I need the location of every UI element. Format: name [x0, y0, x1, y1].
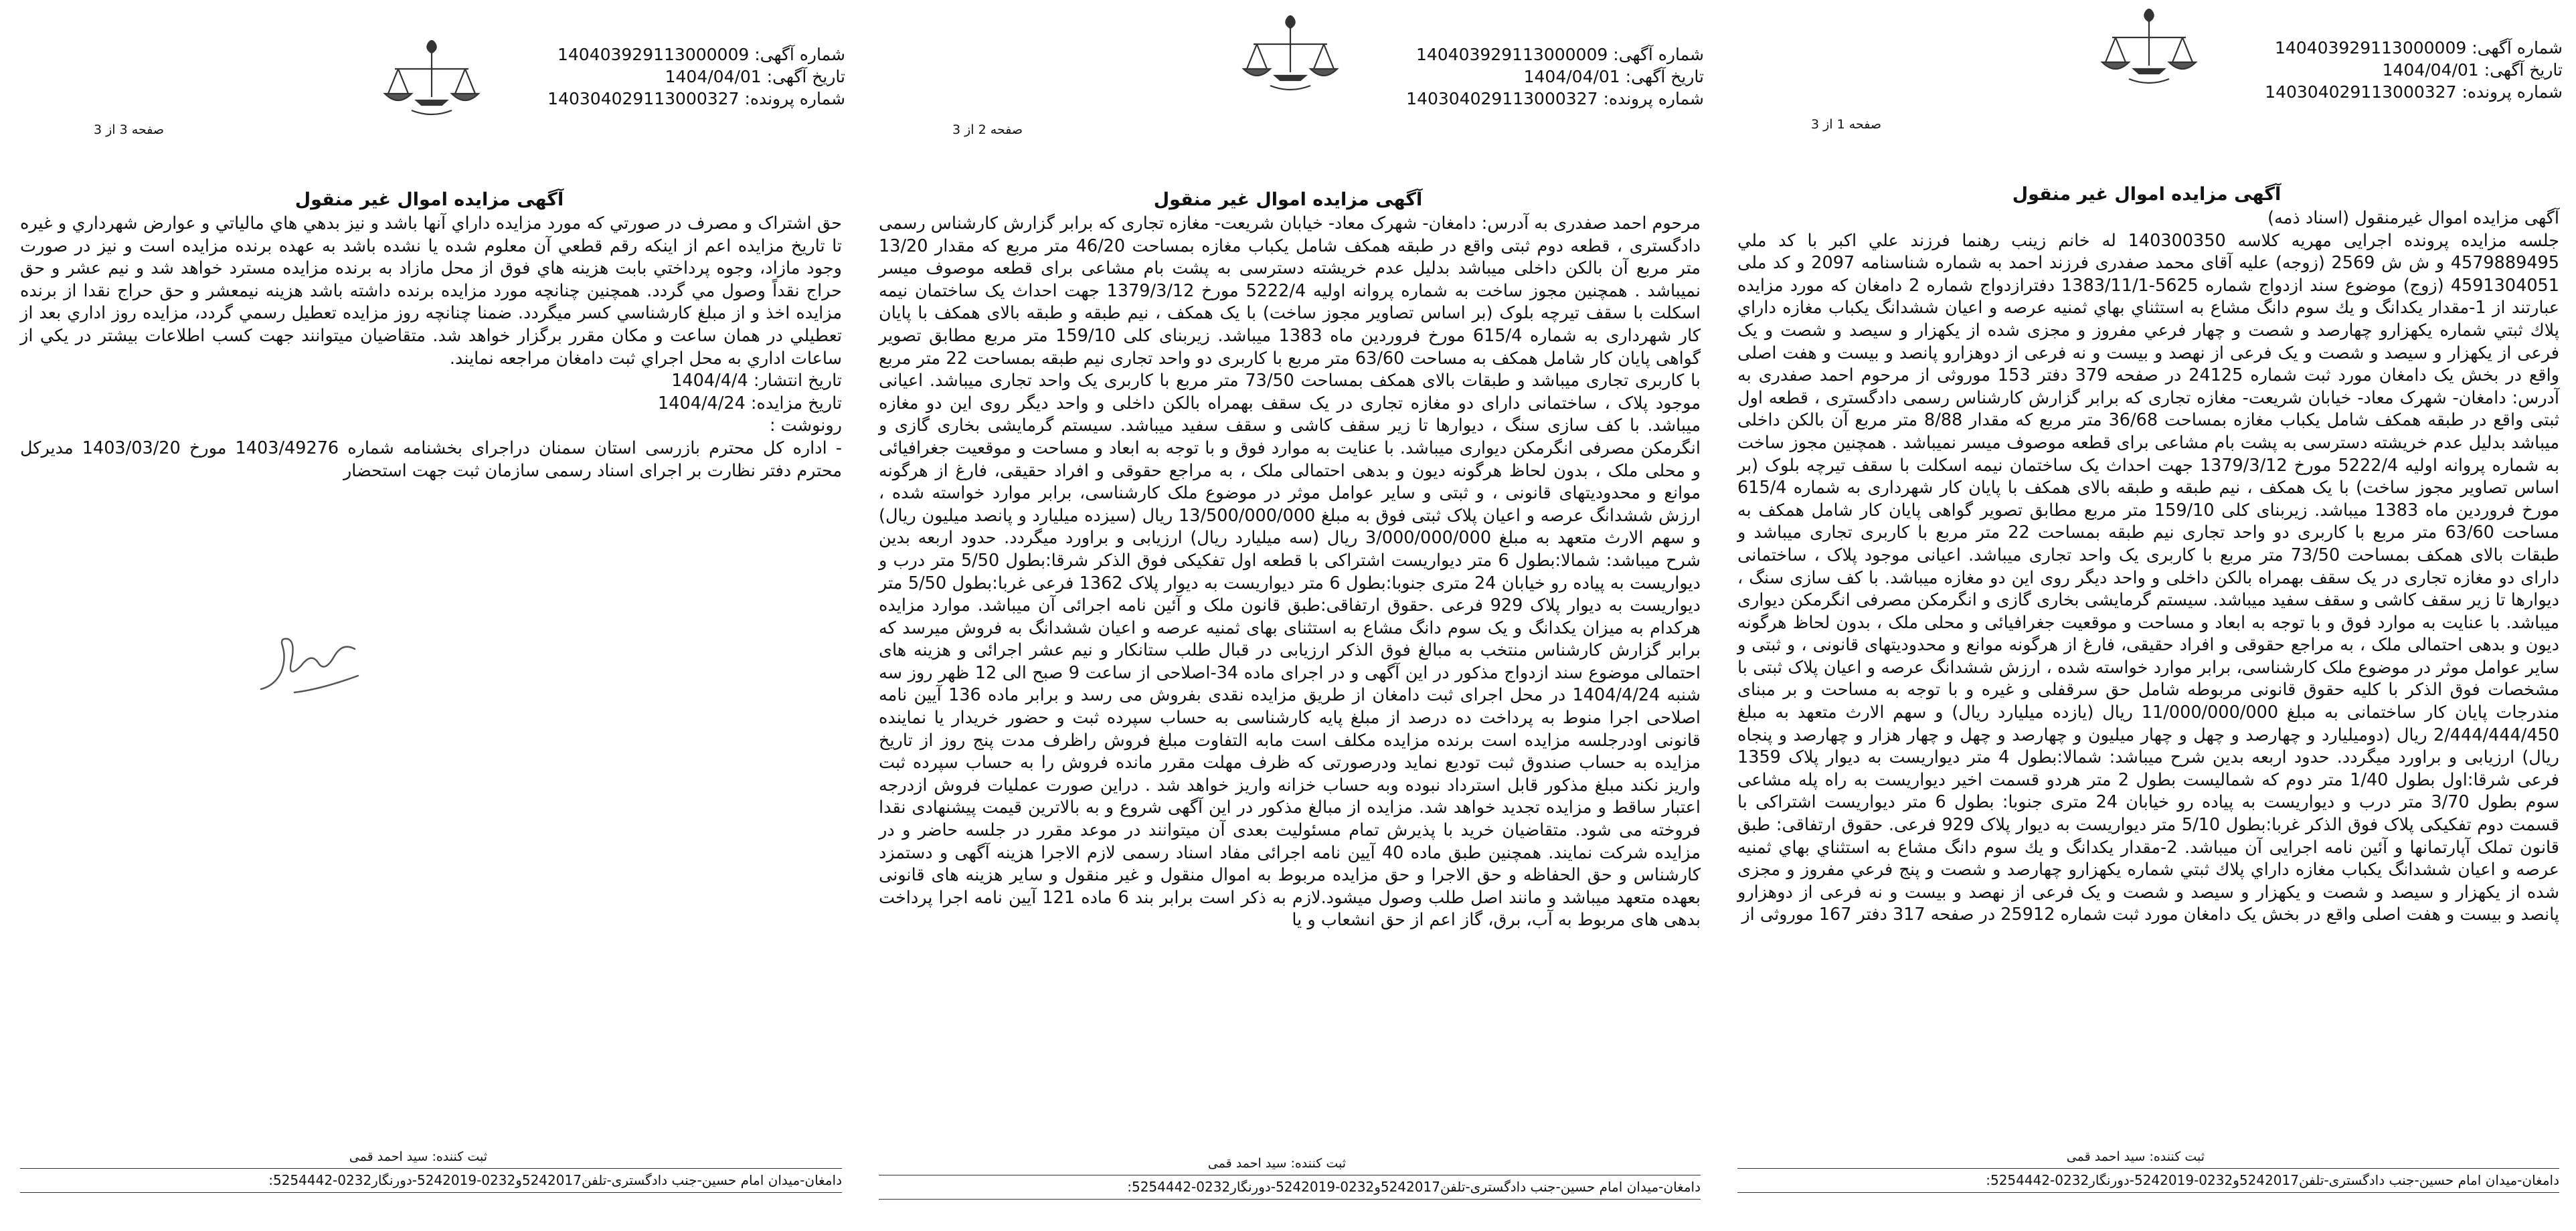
registrar [1208, 1156, 1346, 1171]
notice-text: مرحوم احمد صفدری به آدرس: دامغان- شهرک معاد- خیابان شریعت- مغازه تجاری که برابر گزارش کارشناس رسمی دادگستری ، قطعه دوم ثبتی واقع در طبقه همکف شامل یکباب مغازه بمساحت 46/20 متر مربع که مقدار 13/20 متر مربع آن بالکن داخلی میباشد بدلیل عدم خریشته دسترسی به پشت بام مشاعی برای قطعه موصوف میسر نمیباشد . همچنین مجوز ساخت به شماره پروانه اولیه 5222/4 مورخ 1379/3/12 جهت احداث یک ساختمان نیمه اسکلت با سقف تیرچه بلوک (بر اساس تصاویر مجوز ساخت) با یک همکف ، نیم طبقه و طبقه بالای همکف با پایان کار شهرداری به شماره 615/4 مورخ فروردین ماه 1383 میباشد. زیربنای کلی 159/10 متر مربع مطابق تصویر گواهی پایان کار شامل همکف به مساحت 63/60 متر مربع با کاربری دو واحد تجاری نیم طبقه بمساحت 22 متر مربع با کاربری تجاری میباشد و طبقات بالای همکف بمساحت 73/50 متر مربع با کاربری یک واحد تجاری میباشد. اعیانی موجود پلاک ، ساختمانی دارای دو مغازه تجاری در یک سقف بهمراه بالکن داخلی و واحد دیگر روی این دو مغازه میباشد. با کف سازی سنگ ، دیوارها تا زیر سقف کاشی و سقف سفید میباشد. سیستم گرمایشی بخاری گازی و انگرمکن مصرفی انگرمکن دیواری میباشد. با عنایت به موارد فوق و با توجه به ابعاد و مساحت و موقعیت جغرافیائی و محلی ملک ، بدون لحاظ هرگونه دیون و بدهی احتمالی ملک ، به مراجع حقوقی و افراد حقیقی، فارغ از هرگونه موانع و محدودیتهای قانونی ، و ثبتی و سایر عوامل موثر در موضوع ملک کارشناسی، برابر موارد خواسته شده ، ارزش ششدانگ عرصه و اعیان پلاک ثبتی فوق به مبلغ 13/500/000/000 ریال (سیزده میلیارد و پانصد میلیون ریال) و سهم الارث متعهد به مبلغ 3/000/000/000 ریال (سه میلیارد ریال) ارزیابی و براورد میگردد. حدود اربعه بدین شرح میباشد: شمالا:بطول 6 متر دیواریست اشتراکی با قطعه اول تفکیکی فوق الذکر شرقا:بطول 5/50 متر درب و دیواریست به پیاده رو خیابان 24 متری جنوبا:بطول 6 متر دیواریست به دیوار پلاک 1362 فرعی غربا:بطول 5/50 متر دیواریست به دیوار پلاک 929 فرعی .حقوق ارتفاقی:طبق قانون ملک و آئین نامه اجرائی آن میباشد. موارد مزایده هرکدام به میزان یکدانگ و یک سوم دانگ مشاع به استثنای بهای ثمنیه عرصه و اعیان ششدانگ به فروش میرسد که برابر گزارش کارشناس منتخب به مبالغ فوق الذکر ارزیابی در قبال طلب ستانکار و نیم عشر اجرائی و هزینه های احتمالی موضوع سند ازدواج مذکور در این آگهی و در اجرای ماده 34-اصلاحی از ساعت 9 صبح الی 12 ظهر روز سه شنبه 1404/4/24 در محل اجرای ثبت دامغان از طریق مزایده نقدی بفروش می رسد و برابر ماده 136 آیین نامه اصلاحی اجرا منوط به پرداخت ده درصد از مبلغ پایه کارشناسی به حساب سپرده ثبت و حضور خریدار یا نماینده قانونی اودرجلسه مزایده است برنده مزایده مکلف است مابه التفاوت مبلغ فروش راظرف مدت پنج روز از تاریخ مزایده به حساب صندوق ثبت تودیع نماید ودرصورتی که ظرف مهلت مقرر مانده فروش را به حساب سپرده ثبت واریز نکند مبلغ مذکور قابل استرداد نبوده وبه حساب خزانه واریز خواهد شد . دراین صورت عملیات فروش ازدرجه اعتبار ساقط و مزایده تجدید خواهد شد. مزایده از مبالغ مذکور در این آگهی شروع و به بالاترین قیمت پیشنهادی نقدا فروخته می شود. متقاضیان خرید با پذیرش تمام مسئولیت بعدی آن میتوانند در موعد مقرر در جلسه حاضر و در مزایده شرکت نمایند. همچنین طبق ماده 40 آیین نامه اجرائی مفاد اسناد رسمی لازم الاجرا هزینه آگهی و دستمزد کارشناس و حق الحفاظه و حق الاجرا و حق مزایده مربوط به اموال منقول و غیر منقول و سایر هزینه های قانونی بعهده متعهد میباشد و مانند اصل طلب وصول میشود.لازم به ذکر است برابر بند 6 ماده 121 آیین نامه اجرا پرداخت بدهی های مربوط به آب، برق، گاز اعم از حق انشعاب و یا [879, 213, 1701, 931]
file-number-label: شماره پرونده: [1603, 89, 1704, 108]
registrar-name: سید احمد قمی [349, 1149, 428, 1164]
auction-date-label: تاریخ مزایده: [750, 393, 842, 413]
auction-date-value: 1404/4/24 [658, 393, 746, 413]
notice-title: آگهی مزایده اموال غیر منقول [2012, 184, 2282, 205]
separator [20, 1168, 842, 1169]
notice-body [1737, 207, 2559, 927]
page-number: صفحه 2 از 3 [952, 122, 1023, 137]
notice-number: 140403929113000009 [557, 45, 750, 64]
registrar-name: سید احمد قمی [2066, 1149, 2146, 1164]
file-number: 140304029113000327 [547, 89, 740, 108]
notice-date-label: تاریخ آگهی: [2484, 60, 2563, 80]
signature-icon [254, 626, 368, 702]
office-address: دامغان-میدان امام حسین-جنب دادگستری-تلفن5242017و0232-5242019-دورنگار0232-5254442: [1127, 1179, 1701, 1195]
notice-number-label: شماره آگهی: [1613, 45, 1704, 64]
cc-text: - اداره کل محترم بازرسی استان سمنان دراجرای بخشنامه شماره 1403/49276 مورخ 1403/03/20 مدیرکل محترم دفتر نظارت بر اجرای اسناد رسمی سازمان ثبت جهت استحضار [20, 438, 842, 481]
registrar-name: سید احمد قمی [1207, 1156, 1287, 1171]
page-number: صفحه 1 از 3 [1811, 117, 1881, 132]
file-number-label: شماره پرونده: [2462, 82, 2563, 102]
notice-number-label: شماره آگهی: [2472, 38, 2563, 58]
notice-date: 1404/04/01 [665, 67, 762, 86]
notice-text: حق اشتراک و مصرف در صورتي که مورد مزايده داراي آنها باشد و نيز بدهي هاي مالياتي و عوارض شهرداري و غيره تا تاريخ مزايده اعم از اينکه رقم قطعي آن معلوم شده يا نشده باشد به عهده برنده مزايده است و نيز در صورت وجود مازاد، وجوه پرداختي بابت هزينه هاي فوق از محل مازاد به برنده مزايده مسترد خواهد شد و نيم عشر و حق حراج نقداً وصول مي گردد. همچنين چنانچه مورد مزايده برنده داشته باشد هزينه نيمعشر و حق حراج نقدا از برنده مزايده اخذ و از مبلغ كارشناسي كسر ميگردد. ضمنا چنانچه روز مزايده تعطيل رسمي گردد، مزايده روز اداري بعد از تعطيلي در همان ساعت و مكان مقرر برگزار خواهد شد. متقاضيان ميتوانند جهت كسب اطلاعات بيشتر در يكي از ساعات اداري به محل اجراي ثبت دامغان مراجعه نمايند. [20, 213, 842, 369]
separator [1737, 1192, 2559, 1193]
notice-text: جلسه مزایده پرونده اجرایی مهریه کلاسه 140300350 له خانم زینب رهنما فرزند علي اكبر با كد ملي 4579889495 و ش ش 2569 (زوجه) علیه آقای محمد صفدری فرزند احمد به شماره شناسنامه 2097 و کد ملی 4591304051 (زوج) موضوع سند ازدواج شماره 5625-1383/11/1 دفترازدواج شماره 2 دامغان که مورد مزایده عبارتند از 1-مقدار يكدانگ و يك سوم دانگ مشاع به استثناي بهاي ثمنيه عرصه و اعيان ششدانگ يكباب مغازه داراي پلاك ثبتي شماره يكهزارو چهارصد و شصت و چهار فرعي مفروز و مجزی شده از یکهزار و سیصد و شصت و یک فرعی از یکهزار و سیصد و شصت و یک فرعی از نهصد و بیست و نه فرعی از دوهزارو پانصد و بیست و هفت اصلی واقع در بخش یک دامغان مورد ثبت شماره 24125 در صفحه 379 دفتر 153 موروثی از مرحوم احمد صفدری به آدرس: دامغان- شهرک معاد- خیابان شریعت- مغازه تجاری که برابر گزارش کارشناس رسمی دادگستری ، قطعه اول ثبتی واقع در طبقه همکف شامل یکباب مغازه بمساحت 36/68 متر مربع که مقدار 8/88 متر مربع آن بالکن داخلی میباشد بدلیل عدم خریشته دسترسی به پشت بام مشاعی برای قطعه موصوف میسر نمیباشد . همچنین مجوز ساخت به شماره پروانه اولیه 5222/4 مورخ 1379/3/12 جهت احداث یک ساختمان نیمه اسکلت با سقف تیرچه بلوک (بر اساس تصاویر مجوز ساخت) با یک همکف ، نیم طبقه و طبقه بالای همکف با پایان کار شهرداری به شماره 615/4 مورخ فروردین ماه 1383 میباشد. زیربنای کلی 159/10 متر مربع مطابق تصویر گواهی پایان کار شامل همکف به مساحت 63/60 متر مربع با کاربری دو واحد تجاری نیم طبقه بمساحت 22 متر مربع با کاربری تجاری میباشد و طبقات بالای همکف بمساحت 73/50 متر مربع با کاربری یک واحد تجاری میباشد. اعیانی موجود پلاک ، ساختمانی دارای دو مغازه تجاری در یک سقف بهمراه بالکن داخلی و واحد دیگر روی این دو مغازه میباشد. با کف سازی سنگ ، دیوارها تا زیر سقف کاشی و سقف سفید میباشد. سیستم گرمایشی بخاری گازی و انگرمکن مصرفی انگرمکن دیواری میباشد. با عنایت به موارد فوق و با توجه به ابعاد و مساحت و موقعیت جغرافیائی و محلی ملک ، بدون لحاظ هرگونه دیون و بدهی احتمالی ملک ، به مراجع حقوقی و افراد حقیقی، فارغ از هرگونه موانع و محدودیتهای قانونی ، و ثبتی و سایر عوامل موثر در موضوع ملک کارشناسی، برابر موارد خواسته شده ، ارزش ششدانگ عرصه و اعیان پلاک ثبتی با مشخصات فوق الذکر با کلیه حقوق قانونی مربوطه شامل حق سرقفلی و غیره و با توجه به مساحت و بر مبنای مندرجات پایان کار ساختمانی به مبلغ 11/000/000/000 ریال (یازده میلیارد ریال) و سهم الارث متعهد به مبلغ 2/444/444/450 ریال (دومیلیارد و چهارصد و چهل و چهار میلیون و چهارصد و چهل و چهار هزار و چهارصد و پنجاه ریال) ارزیابی و براورد میگردد. حدود اربعه بدین شرح میباشد: شمالا:بطول 4 متر دیواریست به دیوار پلاک 1359 فرعی شرقا:اول بطول 1/40 متر دوم که شمالیست بطول 2 متر هردو قسمت اخیر دیواریست به راه پله مشاعی سوم بطول 3/70 متر درب و دیواریست به پیاده رو خیابان 24 متری جنوبا: بطول 6 متر دیواریست اشتراکی با قسمت دوم تفکیکی پلاک فوق الذکر غربا:بطول 5/10 متر دیواریست به دیوار پلاک 929 فرعی. حقوق ارتفاقی: طبق قانون تملک آپارتمانها و آئین نامه اجرایی آن میباشد. 2-مقدار يكدانگ و يك سوم دانگ مشاع به استثناي بهاي ثمنيه عرصه و اعيان ششدانگ يكباب مغازه داراي پلاك ثبتي شماره يكهزارو چهارصد و شصت و پنج فرعي مفروز و مجزی شده از یکهزار و سیصد و شصت و یکهزار و سیصد و شصت و یک فرعی از نهصد و بیست و نه فرعی از دوهزارو پانصد و بیست و هفت اصلی واقع در بخش یک دامغان مورد ثبت شماره 25912 در صفحه 317 دفتر 167 موروثی از [1737, 230, 2560, 925]
judiciary-emblem-icon [2092, 5, 2206, 106]
separator [1737, 1168, 2559, 1169]
notice-number: 140403929113000009 [2274, 38, 2467, 58]
cc-label: رونوشت : [769, 415, 842, 436]
notice-title: آگهی مزایده اموال غیر منقول [1153, 189, 1423, 210]
auction-date [20, 393, 842, 415]
notice-date-label: تاریخ آگهی: [1625, 67, 1704, 86]
registrar [2067, 1149, 2205, 1164]
notice-page-1 [1717, 0, 2576, 1231]
judiciary-emblem-icon [375, 37, 489, 137]
page-number: صفحه 3 از 3 [94, 122, 164, 137]
notice-body [20, 213, 842, 482]
publish-date-label: تاریخ انتشار: [753, 371, 842, 391]
notice-date-label: تاریخ آگهی: [766, 67, 845, 86]
notice-meta [547, 43, 845, 110]
separator [20, 1192, 842, 1193]
judiciary-emblem-icon [1233, 12, 1347, 112]
registrar-label: ثبت کننده: [1290, 1156, 1346, 1171]
publish-date-value: 1404/4/4 [671, 371, 748, 391]
file-number: 140304029113000327 [1406, 89, 1598, 108]
office-address: دامغان-میدان امام حسین-جنب دادگستری-تلفن5242017و0232-5242019-دورنگار0232-5254442: [1986, 1172, 2559, 1188]
notice-meta [1406, 43, 1704, 110]
registrar [349, 1149, 487, 1164]
registrar-label: ثبت کننده: [2149, 1149, 2205, 1164]
publish-date [20, 370, 842, 393]
registrar-label: ثبت کننده: [432, 1149, 487, 1164]
notice-title: آگهی مزایده اموال غیر منقول [294, 189, 564, 210]
notice-meta [2265, 37, 2563, 103]
office-address: دامغان-میدان امام حسین-جنب دادگستری-تلفن5242017و0232-5242019-دورنگار0232-5254442: [268, 1172, 842, 1188]
notice-subtitle: آگهی مزایده اموال غیرمنقول (اسناد ذمه) [2267, 208, 2559, 228]
notice-number: 140403929113000009 [1415, 45, 1608, 64]
notice-page-2 [859, 0, 1717, 1231]
file-number-label: شماره پرونده: [744, 89, 845, 108]
notice-date: 1404/04/01 [1523, 67, 1620, 86]
separator [879, 1199, 1701, 1200]
file-number: 140304029113000327 [2265, 82, 2457, 102]
notice-date: 1404/04/01 [2382, 60, 2479, 80]
notice-page-3 [0, 0, 859, 1231]
notice-body [879, 213, 1701, 932]
notice-number-label: شماره آگهی: [754, 45, 845, 64]
